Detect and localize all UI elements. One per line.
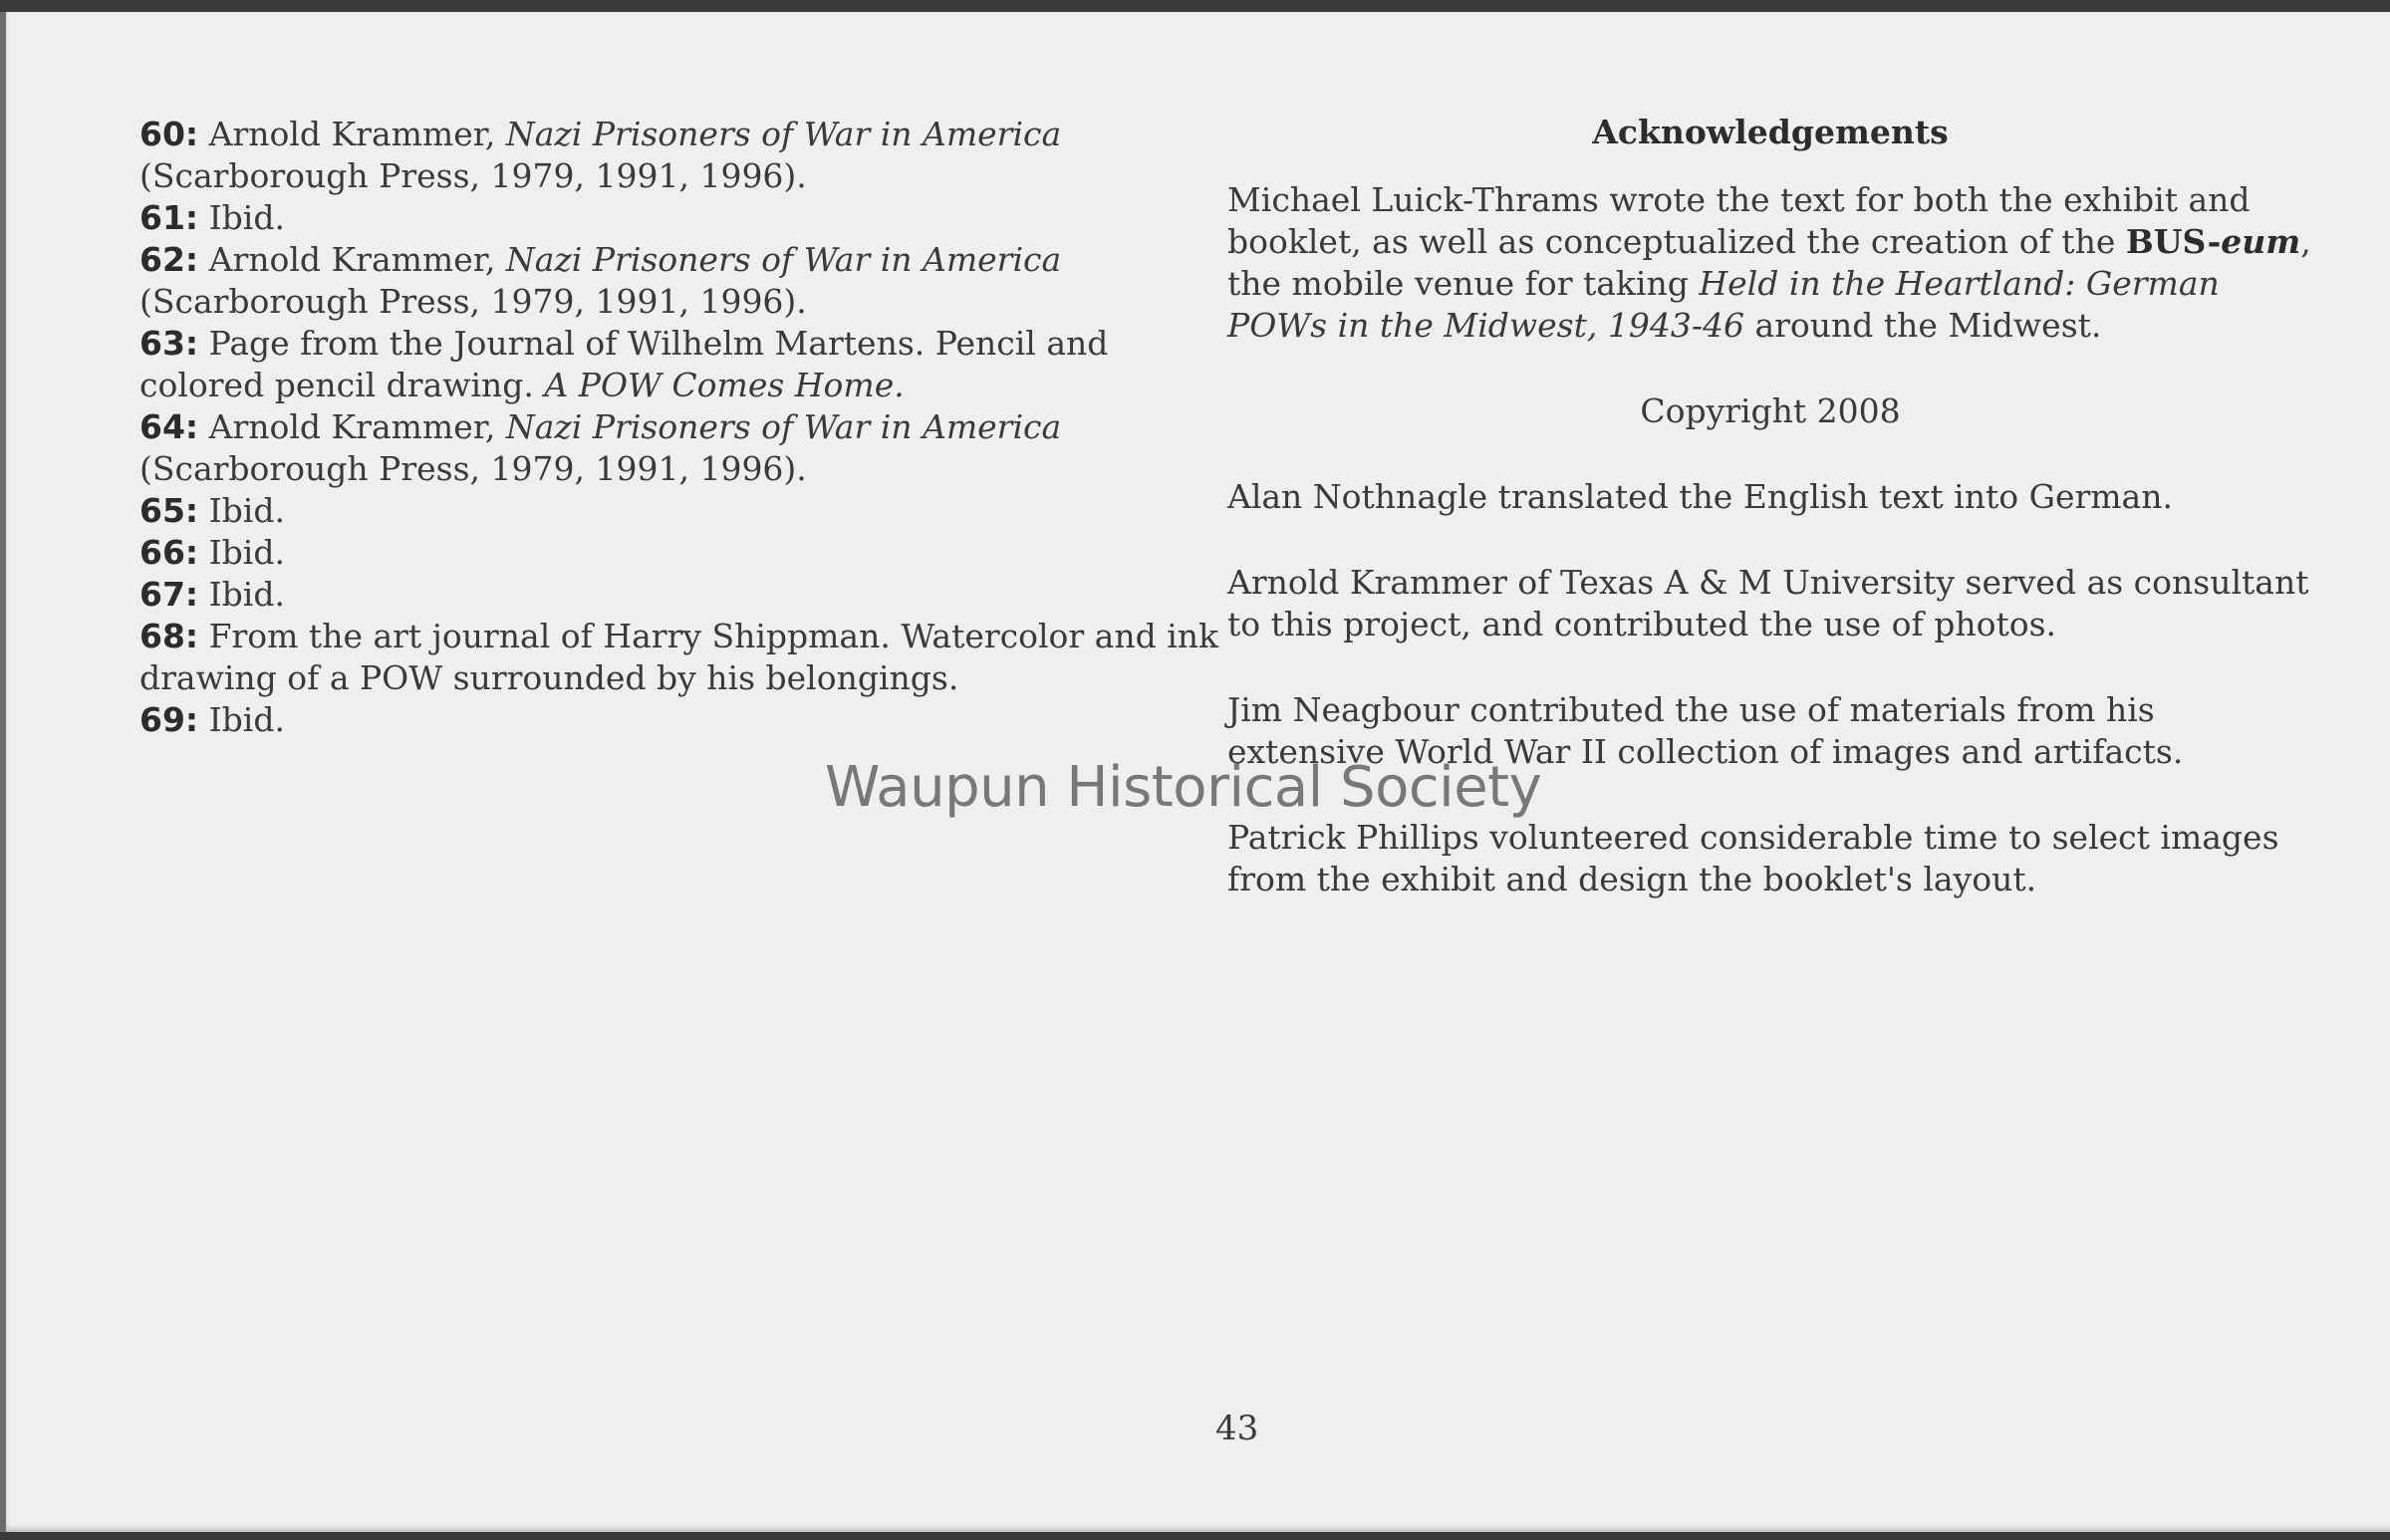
note-67: 67: Ibid. bbox=[139, 575, 285, 614]
ack-paragraph-krammer: Arnold Krammer of Texas A & M University served as consultant to this project, and contributed the use of photos. bbox=[1227, 563, 2309, 643]
note-68: 68: From the art journal of Harry Shippman. Watercolor and ink drawing of a POW surrounded by his belongings. bbox=[139, 617, 1219, 697]
page-spine-edge bbox=[0, 12, 6, 1532]
endnotes-column bbox=[139, 114, 1235, 741]
watermark: Waupun Historical Society bbox=[825, 755, 1542, 820]
ack-paragraph-neagbour: Jim Neagbour contributed the use of materials from his extensive World War II collection of images and artifacts. bbox=[1227, 690, 2184, 771]
note-63: 63: Page from the Journal of Wilhelm Martens. Pencil and colored pencil drawing. A POW Comes Home. bbox=[139, 324, 1109, 404]
booklet-page bbox=[0, 12, 2390, 1532]
note-65: 65: Ibid. bbox=[139, 491, 285, 530]
note-66: 66: Ibid. bbox=[139, 533, 285, 572]
acknowledgements-heading: Acknowledgements bbox=[1592, 113, 1949, 151]
note-69: 69: Ibid. bbox=[139, 700, 285, 739]
page-number: 43 bbox=[1215, 1409, 1259, 1448]
note-61: 61: Ibid. bbox=[139, 198, 285, 237]
ack-paragraph-nothnagle: Alan Nothnagle translated the English text into German. bbox=[1227, 477, 2173, 516]
copyright-notice: Copyright 2008 bbox=[1640, 391, 1901, 430]
note-60: 60: Arnold Krammer, Nazi Prisoners of War in America (Scarborough Press, 1979, 1991, 1996). bbox=[139, 115, 1062, 195]
ack-paragraph-luick-thrams: Michael Luick-Thrams wrote the text for both the exhibit and booklet, as well as conceptualized the creation of the BUS-eum, the mobile venue for taking Held in the Heartland: German POWs in the Midwest, 1943-46 around the Midwest. bbox=[1227, 180, 2311, 345]
ack-paragraph-phillips: Patrick Phillips volunteered considerable time to select images from the exhibit and design the booklet's layout. bbox=[1227, 818, 2279, 898]
note-62: 62: Arnold Krammer, Nazi Prisoners of War in America (Scarborough Press, 1979, 1991, 1996). bbox=[139, 240, 1062, 321]
note-64: 64: Arnold Krammer, Nazi Prisoners of War in America (Scarborough Press, 1979, 1991, 1996). bbox=[139, 407, 1062, 488]
